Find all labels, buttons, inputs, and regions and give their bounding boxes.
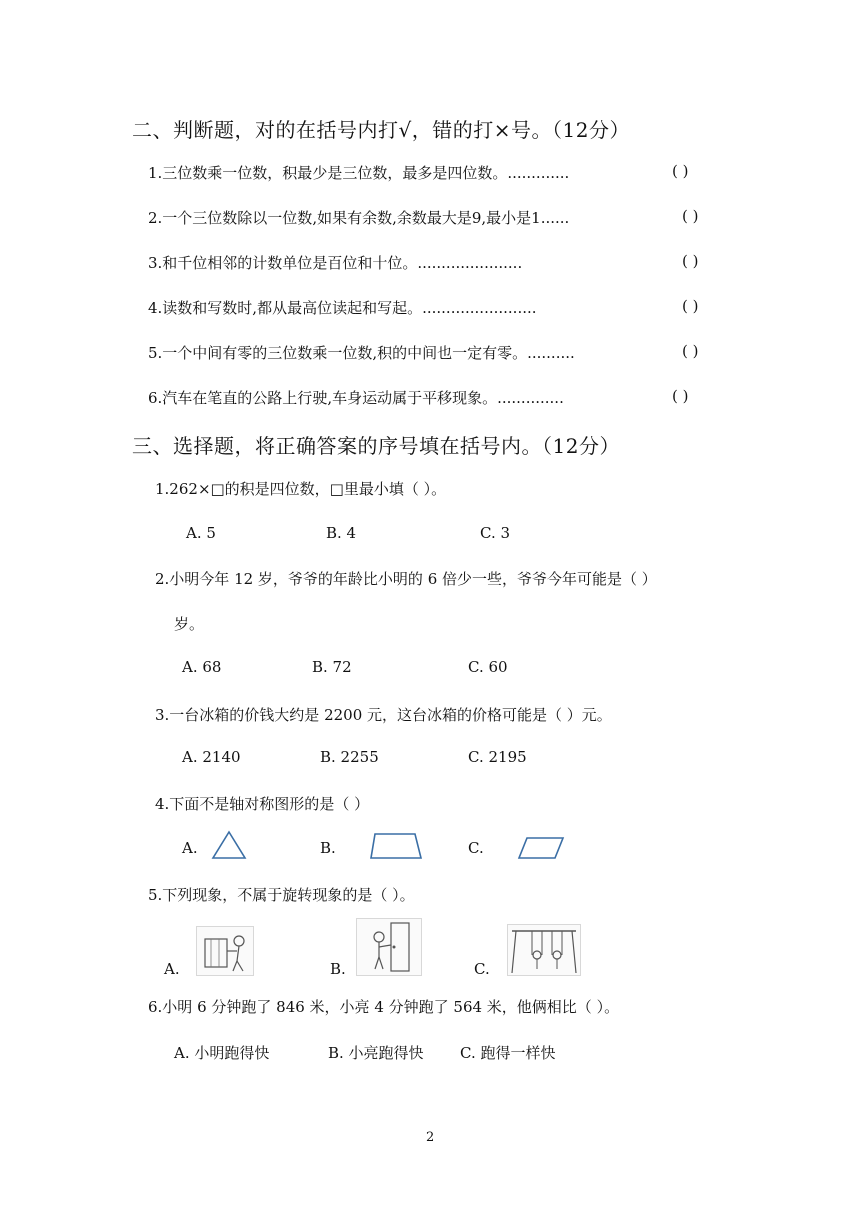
q6-option-a[interactable]: A. 小明跑得快: [174, 1044, 270, 1062]
q2-option-b[interactable]: B. 72: [312, 658, 352, 676]
q5-option-a[interactable]: A.: [164, 960, 180, 978]
choice-question-5: 5.下列现象，不属于旋转现象的是（ ）。: [148, 886, 415, 904]
parallelogram-shape-icon: [517, 836, 565, 860]
judge-item-2: 2.一个三位数除以一位数,如果有余数,余数最大是9,最小是1......: [148, 209, 570, 227]
judge-bracket-1[interactable]: ( ): [672, 162, 689, 180]
q4-option-a[interactable]: A.: [182, 839, 198, 857]
choice-question-3: 3.一台冰箱的价钱大约是 2200 元，这台冰箱的价格可能是（ ）元。: [155, 706, 612, 724]
trapezoid-shape-icon: [369, 832, 423, 860]
judge-bracket-3[interactable]: ( ): [682, 252, 699, 270]
choice-question-2-cont: 岁。: [174, 615, 205, 633]
q1-option-c[interactable]: C. 3: [480, 524, 511, 542]
q1-option-b[interactable]: B. 4: [326, 524, 357, 542]
choice-question-1: 1.262×□的积是四位数，□里最小填（ ）。: [155, 480, 447, 498]
swings-image: [507, 924, 581, 976]
judge-item-3: 3.和千位相邻的计数单位是百位和十位。......................: [148, 254, 523, 272]
judge-bracket-5[interactable]: ( ): [682, 342, 699, 360]
q2-option-a[interactable]: A. 68: [182, 658, 222, 676]
page-number: 2: [426, 1130, 435, 1145]
judge-bracket-6[interactable]: ( ): [672, 387, 689, 405]
choice-question-4: 4.下面不是轴对称图形的是（ ）: [155, 795, 370, 813]
q2-option-c[interactable]: C. 60: [468, 658, 508, 676]
q5-option-b[interactable]: B.: [330, 960, 346, 978]
judge-item-1: 1.三位数乘一位数，积最少是三位数，最多是四位数。.............: [148, 164, 570, 182]
section-3-title: 三、选择题，将正确答案的序号填在括号内。（12分）: [132, 434, 620, 458]
judge-bracket-2[interactable]: ( ): [682, 207, 699, 225]
q5-option-c[interactable]: C.: [474, 960, 490, 978]
q3-option-c[interactable]: C. 2195: [468, 748, 527, 766]
q6-option-b[interactable]: B. 小亮跑得快: [328, 1044, 424, 1062]
opening-door-image: [356, 918, 422, 976]
judge-bracket-4[interactable]: ( ): [682, 297, 699, 315]
judge-item-5: 5.一个中间有零的三位数乘一位数,积的中间也一定有零。..........: [148, 344, 575, 362]
q1-option-a[interactable]: A. 5: [186, 524, 216, 542]
q3-option-a[interactable]: A. 2140: [182, 748, 241, 766]
q3-option-b[interactable]: B. 2255: [320, 748, 379, 766]
choice-question-2: 2.小明今年 12 岁，爷爷的年龄比小明的 6 倍少一些，爷爷今年可能是（ ）: [155, 570, 657, 588]
judge-item-4: 4.读数和写数时,都从最高位读起和写起。........................: [148, 299, 537, 317]
q6-option-c[interactable]: C. 跑得一样快: [460, 1044, 556, 1062]
triangle-shape-icon: [211, 830, 247, 860]
q4-option-c[interactable]: C.: [468, 839, 484, 857]
q4-option-b[interactable]: B.: [320, 839, 336, 857]
pushing-box-image: [196, 926, 254, 976]
judge-item-6: 6.汽车在笔直的公路上行驶,车身运动属于平移现象。..............: [148, 389, 564, 407]
section-2-title: 二、判断题，对的在括号内打√，错的打×号。（12分）: [132, 118, 630, 142]
choice-question-6: 6.小明 6 分钟跑了 846 米，小亮 4 分钟跑了 564 米，他俩相比（ ）。: [148, 998, 620, 1016]
